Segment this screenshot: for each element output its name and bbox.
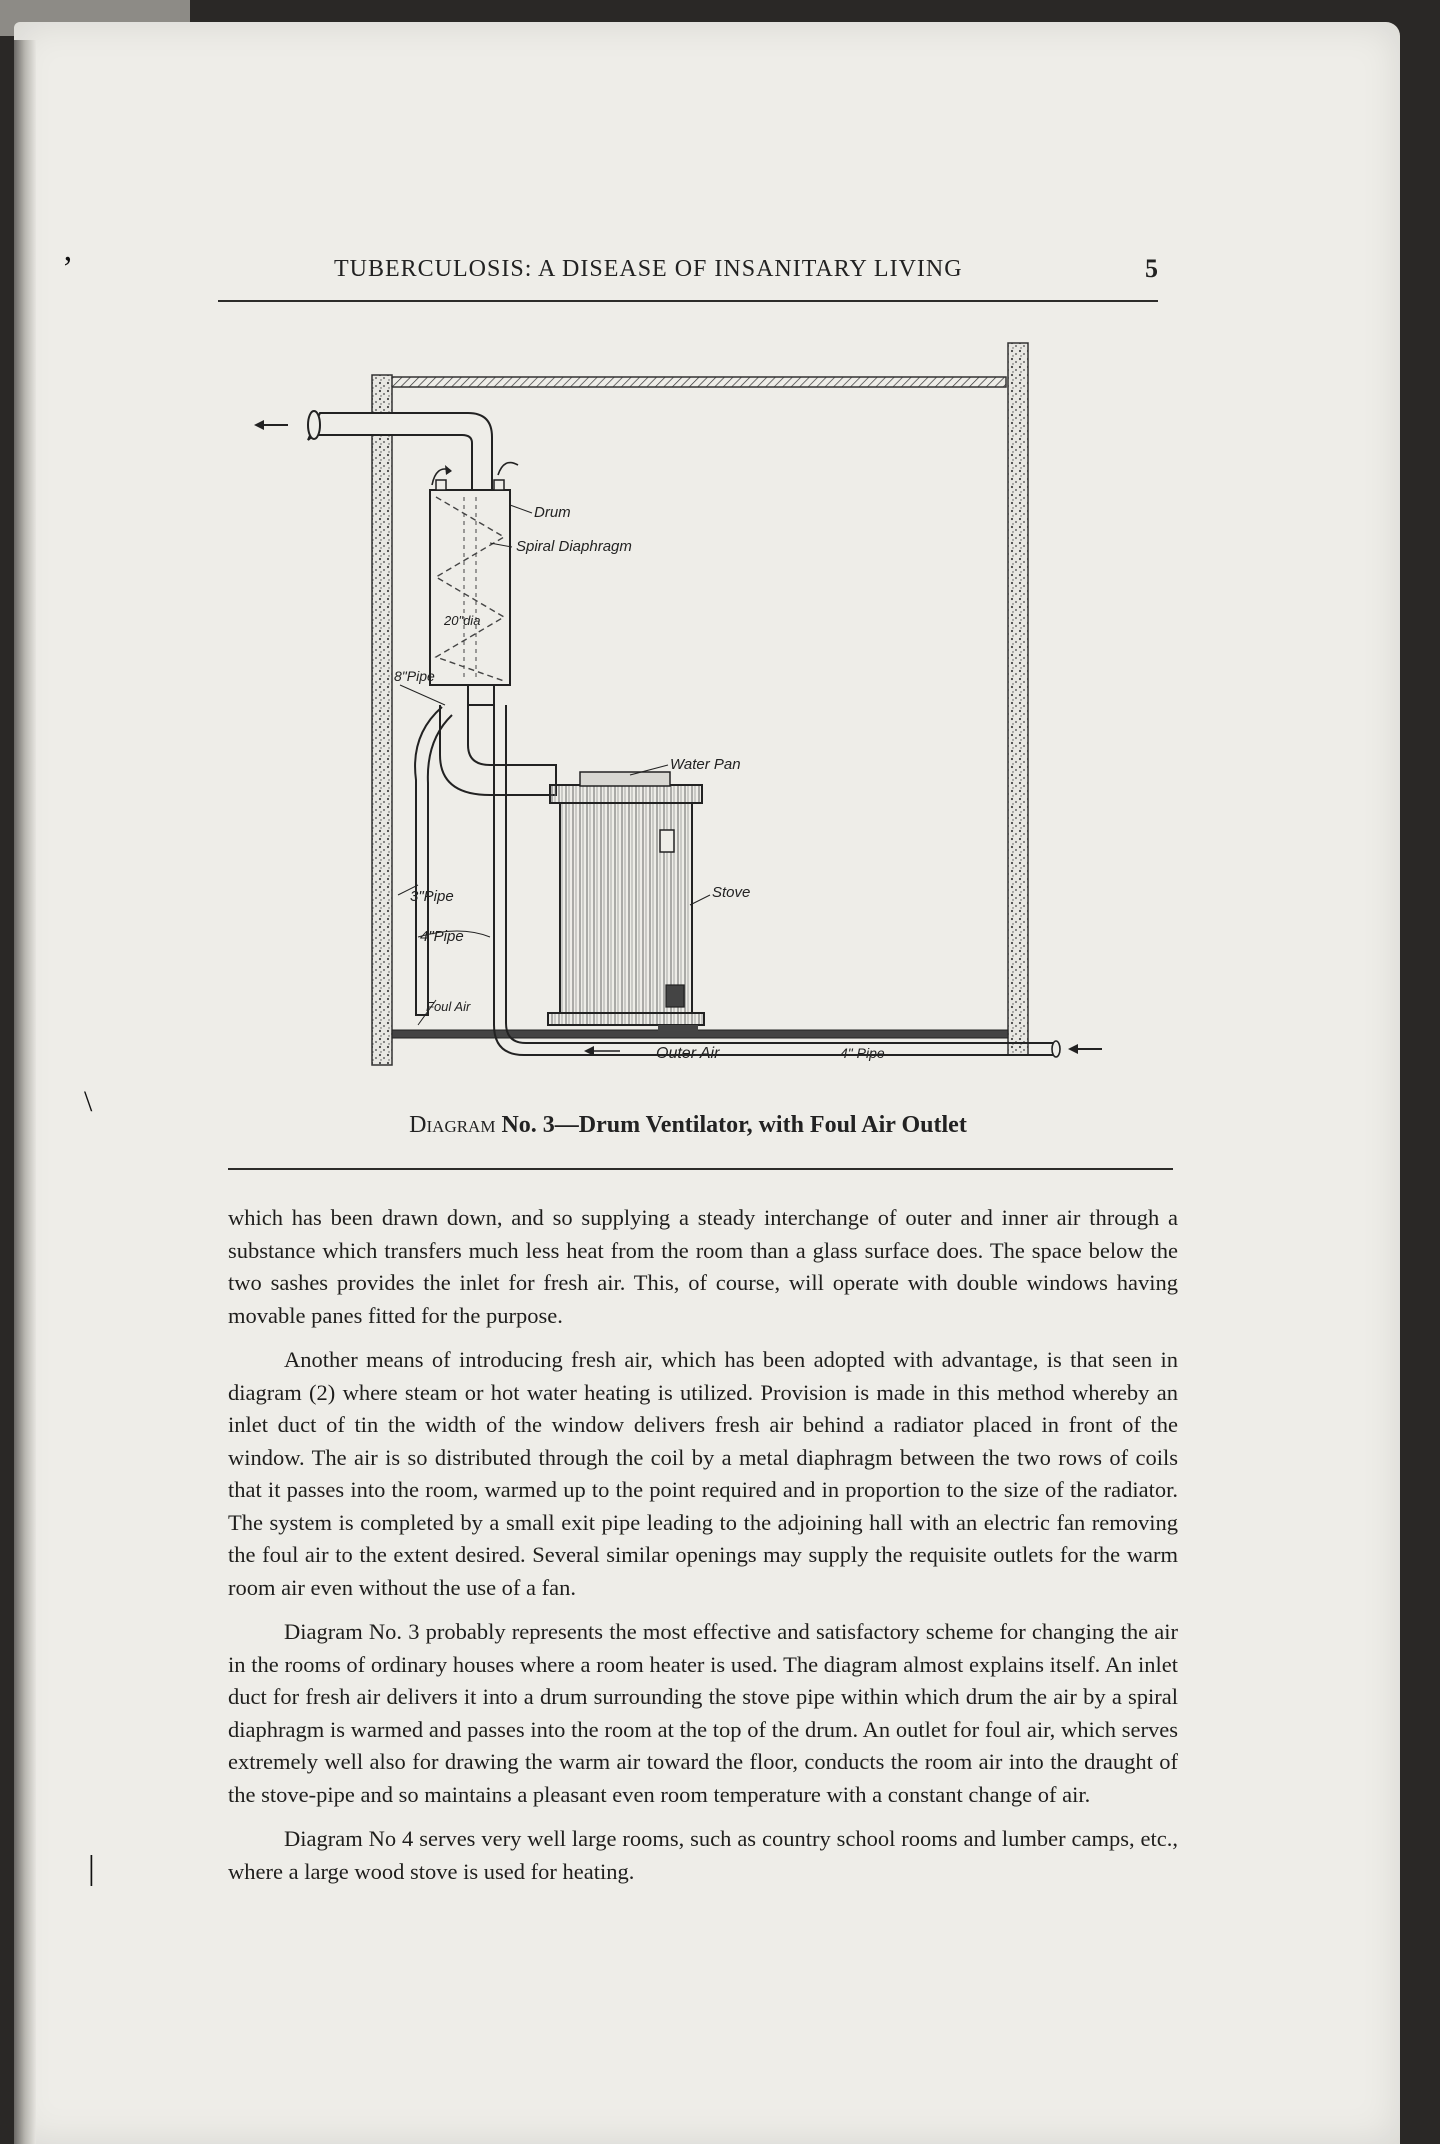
margin-mark: \ [84,1085,93,1118]
page-header [218,252,1158,302]
foul-air-pipe [415,707,452,1015]
left-wall [372,375,392,1065]
label-diameter: 20"dia [444,613,481,628]
diagram-drawing [250,325,1150,1095]
label-spiral-diaphragm: Spiral Diaphragm [516,538,632,555]
stove-pipe-8in [468,685,494,705]
caption-text: No. 3—Drum Ventilator, with Foul Air Outlet [495,1112,967,1138]
margin-mark: ’ [62,250,74,287]
label-foul-air: Foul Air [426,999,471,1014]
floor [392,1030,1008,1038]
right-wall [1008,343,1028,1055]
paragraph: Diagram No. 3 probably represents the most effective and satisfactory scheme for changing the air in the rooms of ordinary houses where a room heater is used. The diagram almost explains itself. An inlet duct for fresh air delivers it into a drum surrounding the stove pipe within which drum the air by a spiral diaphragm is warmed and passes into the room at the top of the drum. An outlet for foul air, which serves extremely well also for drawing the warm air toward the floor, conducts the room air into the draught of the stove-pipe and so maintains a pleasant even room temperature with a constant change of air. [228,1619,1178,1807]
running-title: TUBERCULOSIS: A DISEASE OF INSANITARY LIVING [334,256,963,282]
label-drum: Drum [534,504,571,521]
paragraph: Another means of introducing fresh air, which has been adopted with advantage, is that seen in diagram (2) where steam or hot water heating is utilized. Provision is made in this method whereby an inlet duct of tin the width of the window delivers fresh air behind a radiator placed in front of the window. The air is so distributed through the coil by a metal diaphragm between the two rows of coils that it passes into the room, warmed up to the point required and in proportion to the size of the radiator. The system is completed by a small exit pipe leading to the adjoining hall with an electric fan removing the foul air to the extent desired. Several similar openings may supply the requisite outlets for the warm room air even without the use of a fan. [228,1347,1178,1600]
figure-caption [218,1112,1158,1139]
paragraph: which has been drawn down, and so supplying a steady interchange of outer and inner air through a substance which transfers much less heat from the room than a glass surface does. The space below the two sashes provides the inlet for fresh air. This, of course, will operate with double windows having movable panes fitted for the purpose. [228,1205,1178,1328]
caption-prefix: Diagram [409,1112,496,1138]
inlet-pipe [308,413,492,490]
label-4in-outer-pipe: 4" Pipe [840,1045,885,1061]
margin-mark: | [88,1850,95,1887]
stove [548,772,704,1033]
caption-rule [228,1168,1173,1170]
label-4in-pipe: 4"Pipe [420,928,464,945]
label-3in-pipe: 3"Pipe [410,888,454,905]
drum-ventilator-diagram [250,325,1150,1095]
page-binding [14,40,36,2144]
label-8in-pipe: 8"Pipe [394,668,435,684]
paragraph: Diagram No 4 serves very well large rooms, such as country school rooms and lumber camps, etc., where a large wood stove is used for heating. [228,1826,1178,1884]
ceiling [390,377,1006,387]
label-outer-air: Outer Air [656,1045,720,1062]
drum [430,490,510,685]
label-water-pan: Water Pan [670,756,741,773]
label-stove: Stove [712,884,751,901]
body-text [228,1202,1178,1900]
page-number: 5 [1145,254,1158,283]
